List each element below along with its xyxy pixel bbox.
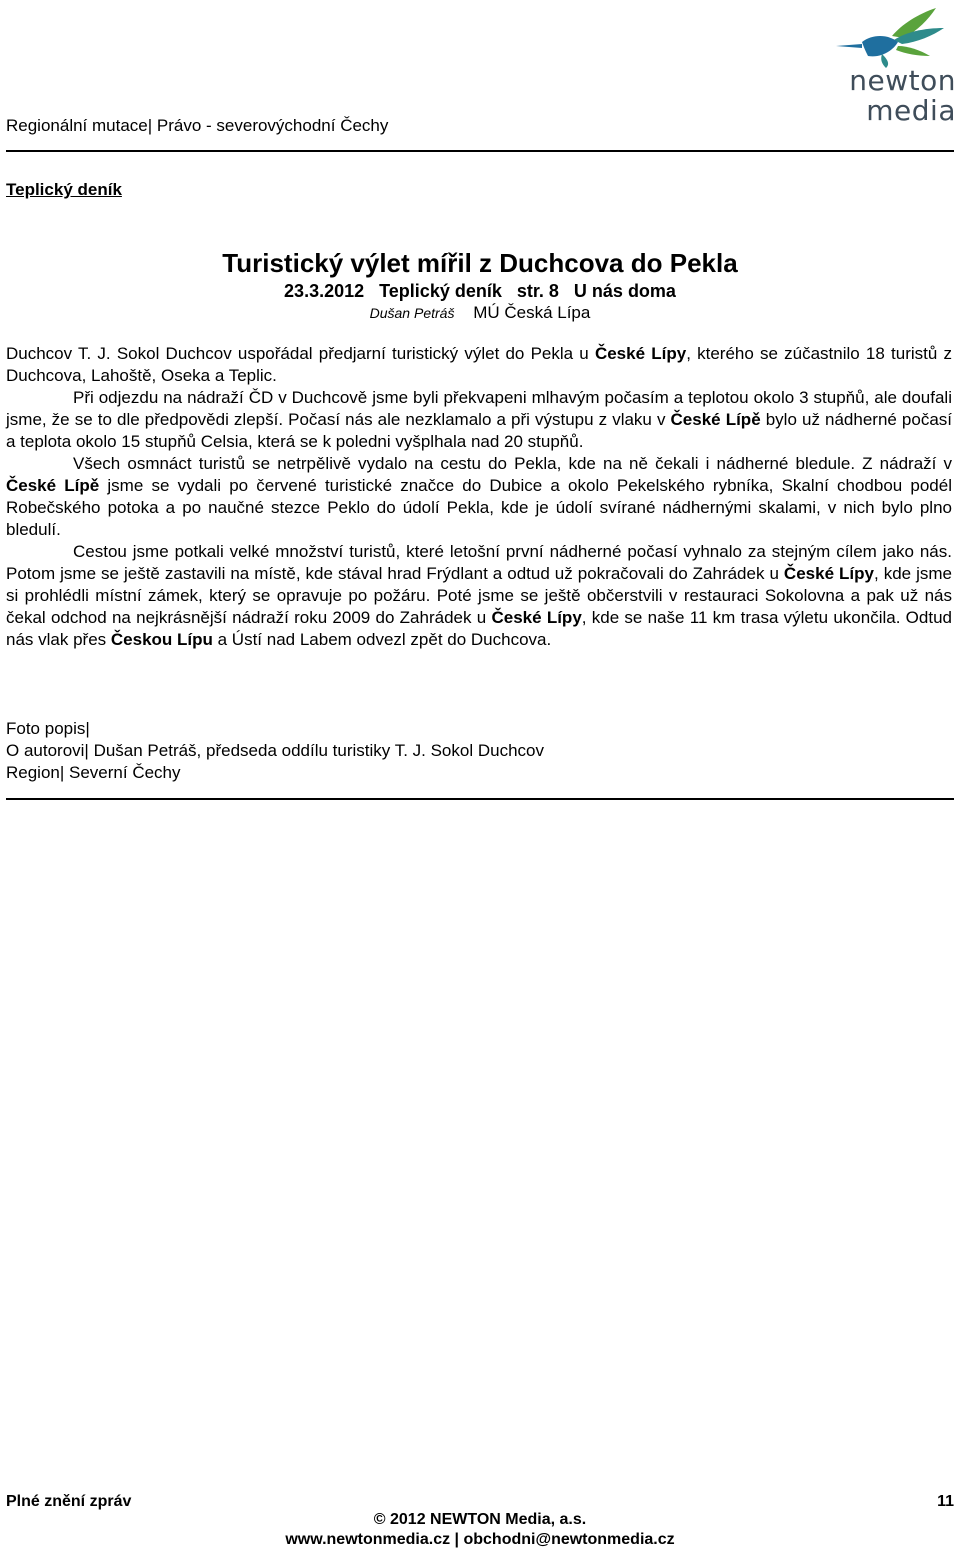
- footer-label: Plné znění zpráv: [6, 1493, 132, 1510]
- region-line: Regionální mutace| Právo - severovýchodní Čechy: [6, 116, 389, 135]
- photo-caption: Foto popis|: [6, 719, 90, 738]
- article-publication: Teplický deník: [379, 281, 502, 301]
- region-info: Region| Severní Čechy: [6, 763, 181, 782]
- author-org: MÚ Česká Lípa: [473, 303, 591, 322]
- article-info: [6, 718, 544, 784]
- text-run: bylo už nádherné počasí a teplota okolo 15 stupňů Celsia, která se k poledni vyšplhala nad 20 stupňů.: [6, 410, 953, 451]
- article-paragraph: [6, 541, 952, 651]
- place-name: České Lípě: [6, 476, 100, 495]
- logo-text: newton media: [849, 64, 956, 127]
- text-run: Všech osmnáct turistů se netrpělivě vydalo na cestu do Pekla, kde na ně čekali i nádherné bledule. Z nádraží v: [73, 454, 952, 473]
- article-meta: [0, 280, 960, 302]
- contact-links[interactable]: www.newtonmedia.cz | obchodni@newtonmedia.cz: [285, 1531, 675, 1548]
- article-date: 23.3.2012: [284, 281, 365, 301]
- article-paragraph: [6, 387, 952, 453]
- place-name: České Lípy: [491, 608, 582, 627]
- article-section: U nás doma: [573, 281, 676, 301]
- footer-copyright-block: [0, 1510, 960, 1550]
- article-body: [6, 343, 952, 651]
- place-name: České Lípy: [594, 344, 687, 363]
- text-run: , kde jsme si prohlédli místní zámek, který se opravuje po požáru. Poté jsme se ještě občerstvili v restauraci Sokolovna a pak už nás čekal odchod na nejkrásnější nádraží roku 2009 do Zahrádek u: [6, 564, 952, 627]
- text-run: Duchcov T. J. Sokol Duchcov uspořádal předjarní turistický výlet do Pekla u: [6, 344, 595, 363]
- article-heading: [0, 248, 960, 324]
- hummingbird-icon: [832, 6, 952, 68]
- copyright: © 2012 NEWTON Media, a.s.: [373, 1511, 587, 1528]
- text-run: a Ústí nad Labem odvezl zpět do Duchcova.: [212, 630, 552, 649]
- article-author: Dušan Petráš: [369, 305, 455, 321]
- top-divider: [6, 150, 954, 152]
- text-run: , kterého se zúčastnilo 18 turistů z Duchcova, Lahoště, Oseka a Teplic.: [6, 344, 953, 385]
- author-line: [0, 302, 960, 324]
- article-title: Turistický výlet mířil z Duchcova do Pekla: [222, 248, 738, 278]
- bottom-divider: [6, 798, 954, 800]
- page-number: 11: [937, 1493, 954, 1510]
- place-name: České Lípě: [670, 410, 761, 429]
- text-run: Cestou jsme potkali velké množství turistů, které letošní první nádherné počasí vyhnalo za stejným cílem jako nás. Potom jsme se ještě zastavili na místě, kde stával hrad Frýdlant a odtud už pokračovali do Zahrádek u: [6, 542, 952, 583]
- text-run: Při odjezdu na nádraží ČD v Duchcově jsme byli překvapeni mlhavým počasím a teplotou okolo 3 stupňů, ale doufali jsme, že se to dle předpovědi zlepší. Počasí nás ale nezklamalo a při výstupu z vlaku v: [6, 388, 952, 429]
- text-run: , kde se naše 11 km trasa výletu ukončila. Odtud nás vlak přes: [6, 608, 952, 649]
- source-link[interactable]: Teplický deník: [6, 180, 122, 199]
- place-name: České Lípy: [783, 564, 874, 583]
- place-name: Českou Lípu: [110, 630, 213, 649]
- article-page: str. 8: [516, 281, 559, 301]
- about-author: O autorovi| Dušan Petráš, předseda oddílu turistiky T. J. Sokol Duchcov: [6, 741, 544, 760]
- newton-media-logo: [760, 6, 956, 127]
- text-run: jsme se vydali po červené turistické značce do Dubice a okolo Pekelského rybníka, Skalní chodbou podél Robečského potoka a po naučné stezce Peklo do údolí Pekla, kde je údolí svírané nádhernými skalami, v nich bylo plno bledulí.: [6, 476, 952, 539]
- article-paragraph: [6, 453, 952, 541]
- article-paragraph: [6, 343, 952, 387]
